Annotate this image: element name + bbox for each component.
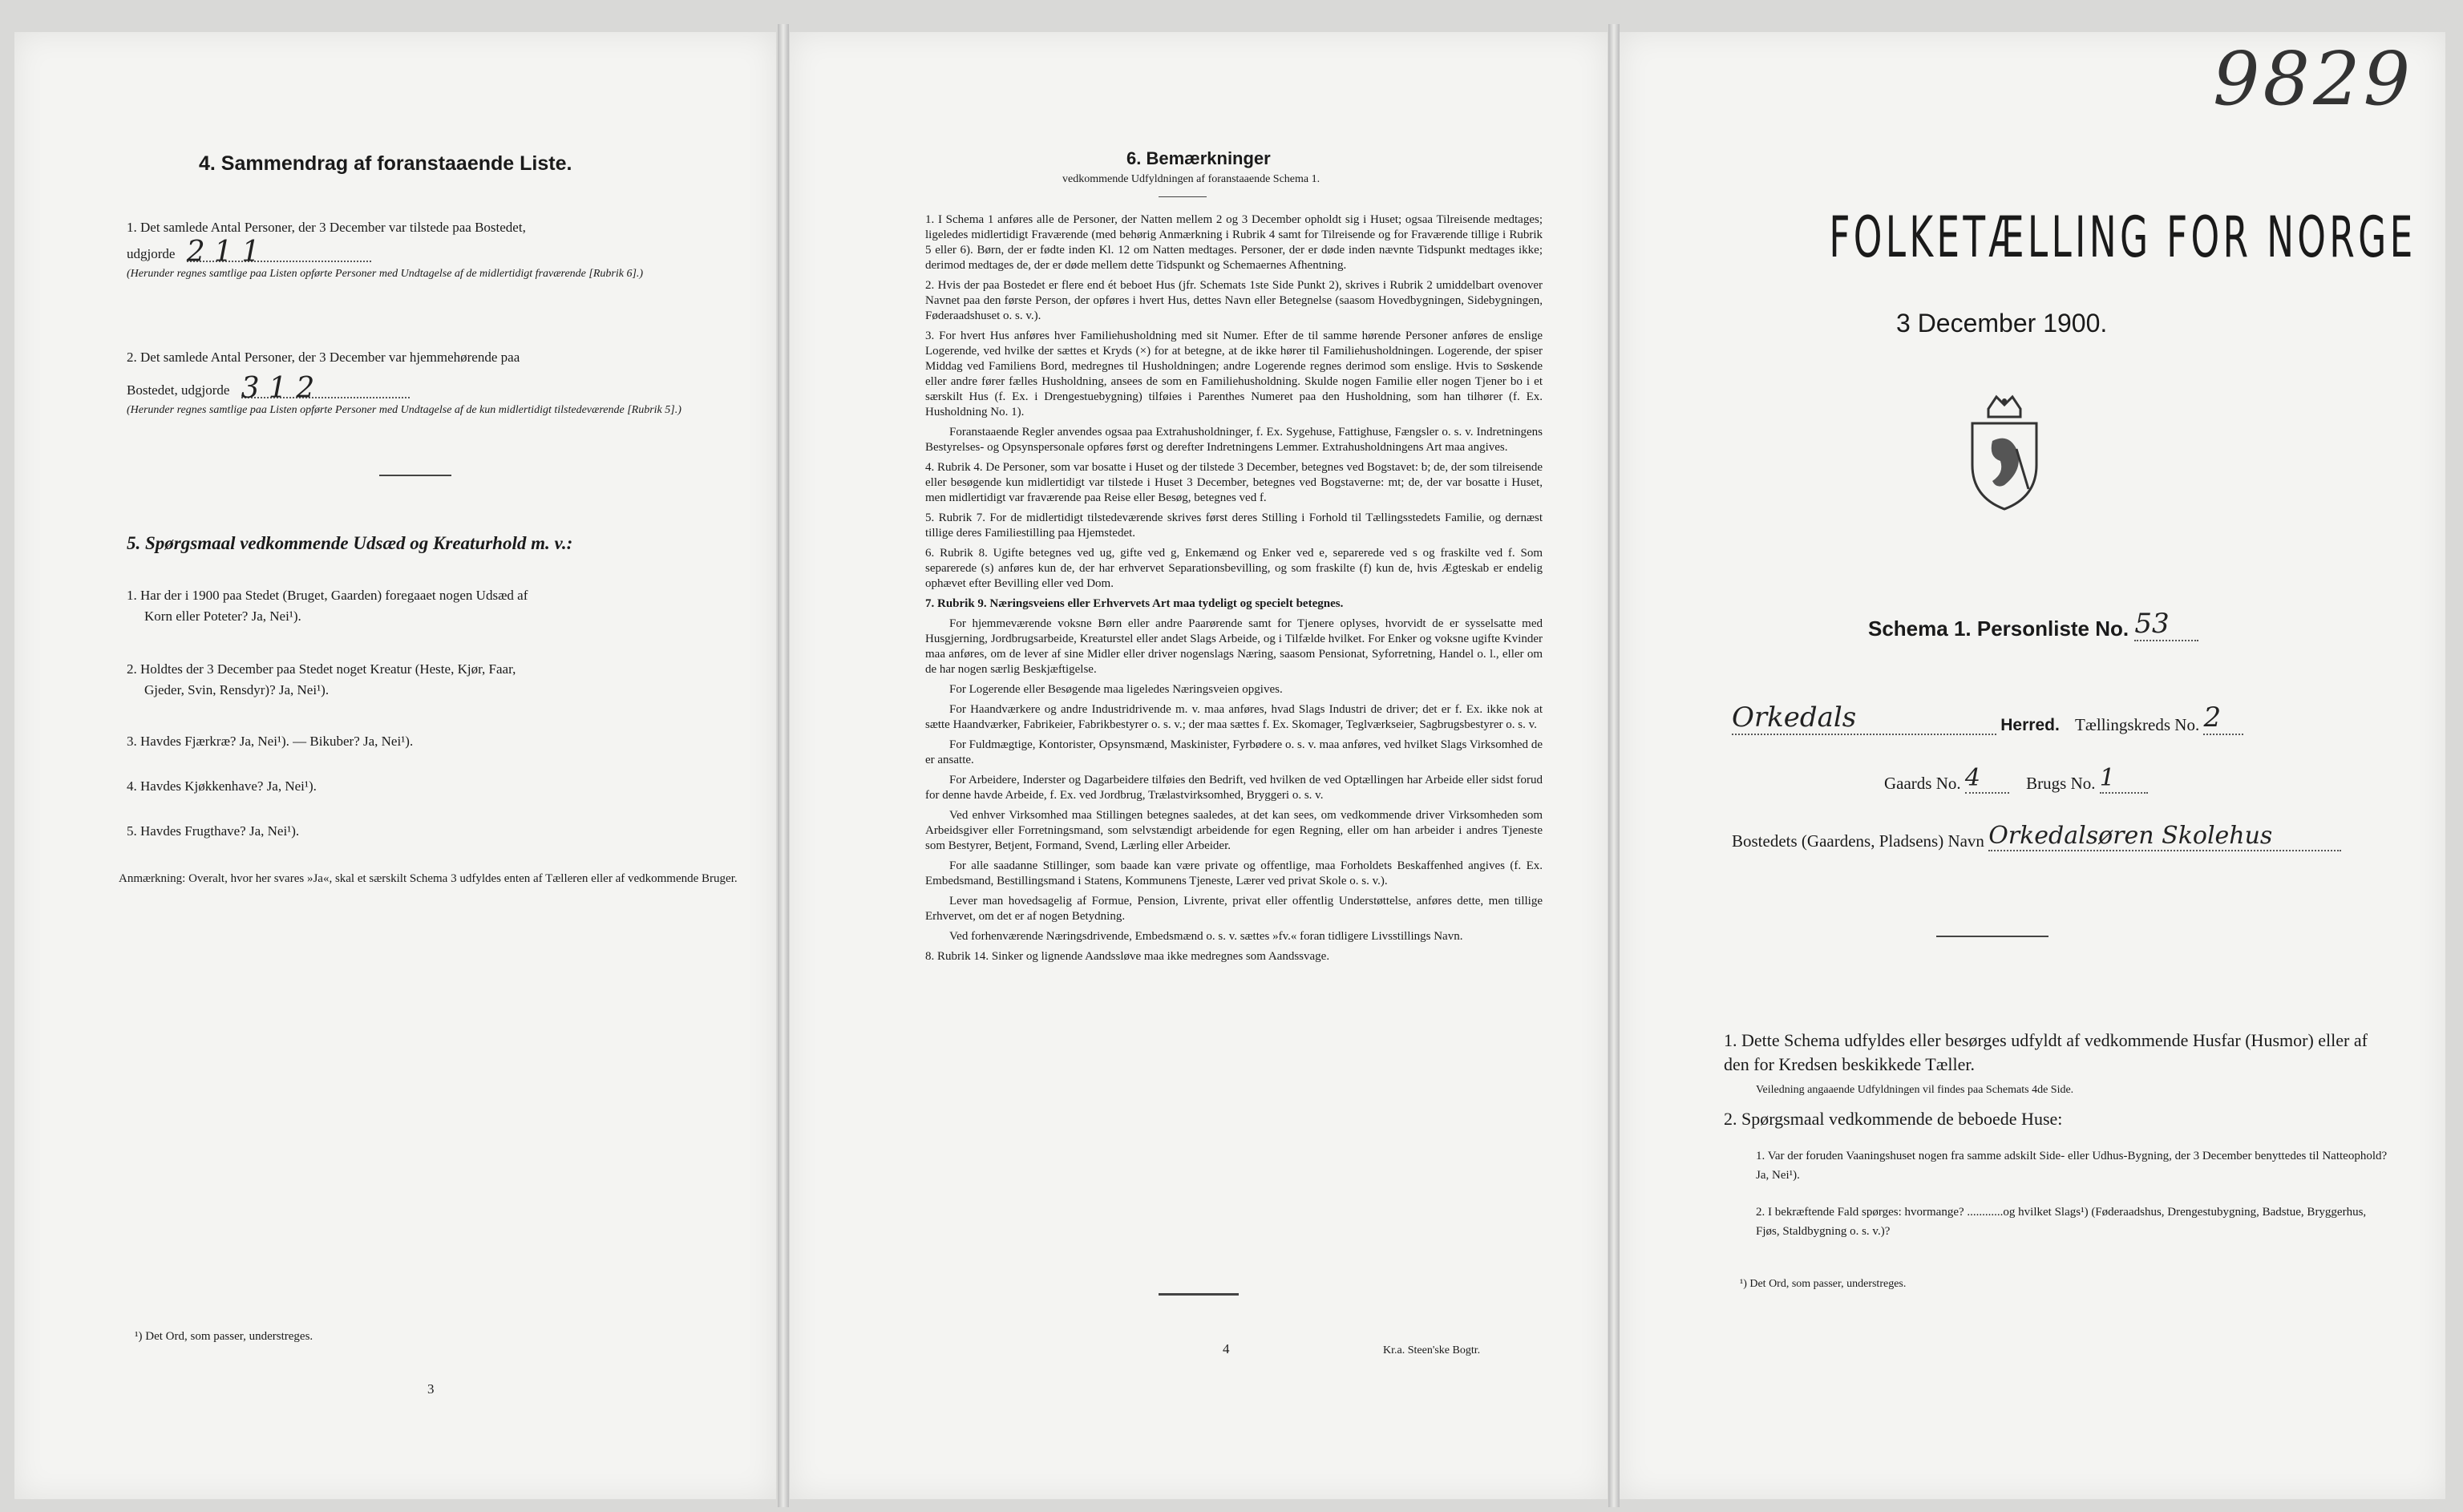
page-number: 3 [427, 1381, 435, 1397]
bosted-label: Bostedets (Gaardens, Pladsens) Navn [1732, 831, 1984, 851]
udgjorde-label: udgjorde [127, 246, 176, 261]
printer-credit: Kr.a. Steen'ske Bogtr. [1383, 1344, 1481, 1356]
question-2-line-2: Gjeder, Svin, Rensdyr)? Ja, Nei¹). [144, 682, 330, 697]
remark-3b: Foranstaaende Regler anvendes ogsaa paa Extrahusholdninger, f. Ex. Sygehuse, Fattighuse, Fængsler o. s. v. Indretningens Bestyrelses- og Opsynspersonale opføres først og derefter Indretningens Lemmer. Extrahusholdningens Art maa angives. [925, 426, 1543, 454]
remark-7i: Ved forhenværende Næringsdrivende, Embedsmænd o. s. v. sættes »fv.« foran tidligere Livsstillings Navn. [949, 930, 1463, 943]
footnote: ¹) Det Ord, som passer, understreges. [1740, 1278, 1907, 1290]
schema-label [1868, 608, 2198, 641]
remark-7d: For Fuldmægtige, Kontorister, Opsynsmænd, Maskinister, Fyrbødere o. s. v. maa anføres, ved hvilket Slags Virksomhed de er ansatte. [925, 738, 1543, 766]
remark-1: 1. I Schema 1 anføres alle de Personer, der Natten mellem 2 og 3 December opholdt sig i Huset; ogsaa Tilreisende medtages; ligeledes midlertidigt Fraværende (med behørig Anmærkning i Rubrik 4 samt for Tilreisende og for Fraværende tillige i Rubrik 5 eller 6). Børn, der er fødte inden Kl. 12 om Natten medtages. Personer, der er døde inden nævnte Tidspunkt medtages ikke; derimod medtages de, der er døde mellem dette Tidspunkt og Schemaernes Afhentning. [925, 213, 1543, 272]
brugs-label: Brugs No. [2026, 774, 2096, 793]
remarks-body [906, 212, 1543, 969]
present-count-value: 2 1 1 [187, 244, 371, 262]
question-2-line-1: 2. Holdtes der 3 December paa Stedet noget Kreatur (Heste, Kjør, Faar, [127, 661, 516, 677]
divider [1159, 1293, 1239, 1296]
remark-4: 4. Rubrik 4. De Personer, som var bosatte i Huset og der tilstede 3 December, betegnes ved Bogstavet: b; de, der som tilreisende eller besøgende kun midlertidigt var tilstede i Huset 3 December, betegnes ved Bogstaverne: mt; de, der var bosatte i Huset, men midlertidigt var fraværende paa Reise eller Besøg, betegnes ved f. [925, 461, 1543, 504]
gaard-row [1884, 764, 2148, 794]
coat-of-arms-icon [1960, 393, 2048, 513]
divider [1159, 196, 1207, 197]
bosted-row [1732, 822, 2429, 851]
remark-7a: For hjemmeværende voksne Børn eller andre Paarørende samt for Tjenere oplyses, hvorvidt de er sysselsatte med Husgjerning, Jordbrugsarbeide, Kreaturstel eller andet Slags Arbeide, og i Tilfælde hvilket. For Enker og voksne ugifte Kvinder maa anføres, om de lever af sine Midler eller driver nogenslags Næring, saasom Pensionat, Syforretning, Handel o. l., eller om de har nogen særlig Beskjæftigelse. [925, 617, 1543, 676]
remark-7e: For Arbeidere, Inderster og Dagarbeidere tilføies den Bedrift, ved hvilken de ved Optællingen har Arbeide eller sidst forud for denne havde Arbeide, f. Ex. ved Jordbrug, Trælastvirksomhed, Bryggeri o. s. v. [925, 774, 1543, 802]
archive-number: 9829 [2213, 36, 2414, 122]
page-number: 4 [1223, 1341, 1230, 1356]
page-fold [778, 24, 789, 1507]
question-5: 5. Havdes Frugthave? Ja, Nei¹). [127, 823, 300, 839]
question-1-line-2: Korn eller Poteter? Ja, Nei¹). [144, 608, 301, 624]
anmerkning-note: Anmærkning: Overalt, hvor her svares »Ja«, skal et særskilt Schema 3 udfyldes enten af Tælleren eller af vedkommende Bruger. [119, 872, 738, 885]
question-1-line-1: 1. Har der i 1900 paa Stedet (Bruget, Gaarden) foregaaet nogen Udsæd af [127, 588, 528, 603]
brugs-value: 1 [2100, 764, 2148, 794]
remark-8: 8. Rubrik 14. Sinker og lignende Aandssløve maa ikke medregnes som Aandssvage. [925, 950, 1330, 963]
kreds-label: Tællingskreds No. [2075, 715, 2200, 734]
bosted-value: Orkedalsøren Skolehus [1988, 822, 2341, 851]
summary-item-2-text: 2. Det samlede Antal Personer, der 3 December var hjemmehørende paa [127, 350, 520, 365]
instruction-2: 2. Spørgsmaal vedkommende de beboede Huse: [1724, 1109, 2063, 1129]
page-1 [1620, 32, 2445, 1499]
kreds-value: 2 [2203, 701, 2243, 735]
herred-value: Orkedals [1732, 701, 1996, 735]
page-4 [790, 32, 1608, 1499]
question-4: 4. Havdes Kjøkkenhave? Ja, Nei¹). [127, 778, 317, 794]
personliste-number: 53 [2134, 608, 2198, 641]
remark-7h: Lever man hovedsagelig af Formue, Pension, Livrente, privat eller offentlig Understøttelse, anføres dette, men tillige Erhvervet, om det er af nogen Betydning. [925, 895, 1543, 923]
footnote: ¹) Det Ord, som passer, understreges. [135, 1330, 313, 1343]
remarks-subtitle: vedkommende Udfyldningen af foranstaaende Schema 1. [1062, 173, 1320, 185]
gaards-label: Gaards No. [1884, 774, 1961, 793]
remark-7b: For Logerende eller Besøgende maa ligeledes Næringsveien opgives. [949, 683, 1283, 696]
remark-7: 7. Rubrik 9. Næringsveiens eller Erhvervets Art maa tydeligt og specielt betegnes. [925, 597, 1344, 610]
remark-7c: For Haandværkere og andre Industridrivende m. v. maa anføres, hvad Slags Industri de driver; det er f. Ex. ikke nok at sætte Haandværker, Fabrikeier, Fabrikbestyrer o. s. v.; der maa sættes f. Ex. Skomager, Teglværkseier, Sagbrugsbestyrer o. s. v. [925, 703, 1543, 731]
question-3: 3. Havdes Fjærkræ? Ja, Nei¹). — Bikuber? Ja, Nei¹). [127, 734, 414, 749]
summary-item-1 [127, 219, 744, 281]
question-2 [127, 659, 744, 701]
divider [379, 475, 451, 476]
instruction-2-question-2: 2. I bekræftende Fald spørges: hvormange? ............og hvilket Slags¹) (Føderaadshus, Drengestubygning, Badstue, Bryggerhus, Fjøs, Staldbygning o. s. v.)? [1756, 1206, 2367, 1238]
herred-label: Herred. [2000, 716, 2060, 734]
remark-7g: For alle saadanne Stillinger, som baade kan være private og offentlige, maa Forholdets Beskaffenhed angives (f. Ex. Embedsmand, Bestillingsmand i Statens, Kommunens Tjeneste, Lærer ved privat Skole o. s. v.). [925, 859, 1543, 887]
summary-item-1-note: (Herunder regnes samtlige paa Listen opførte Personer med Undtagelse af de midlertidigt fraværende [Rubrik 6].) [127, 268, 644, 280]
section-5-title: 5. Spørgsmaal vedkommende Udsæd og Kreaturhold m. v.: [127, 533, 573, 553]
herred-row [1732, 701, 2341, 735]
instruction-2-question-1: 1. Var der foruden Vaaningshuset nogen fra samme adskilt Side- eller Udhus-Bygning, der 3 December benyttedes til Natteophold? Ja, Nei¹). [1756, 1150, 2388, 1182]
summary-item-1-text: 1. Det samlede Antal Personer, der 3 December var tilstede paa Bostedet, [127, 220, 526, 235]
remark-7f: Ved enhver Virksomhed maa Stillingen betegnes saaledes, at det kan sees, om vedkommende driver Virksomheden som Arbeidsgiver eller Forretningsmand, som selvstændigt arbeidende for egen Regning, eller om han arbeider i andres Tjeneste som Bestyrer, Betjent, Formand, Svend, Lærling eller Arbeider. [925, 809, 1543, 852]
divider [1936, 936, 2048, 937]
remarks-title: 6. Bemærkninger [1126, 148, 1271, 168]
page-3 [14, 32, 776, 1499]
gaards-value: 4 [1965, 764, 2009, 794]
bostedet-label: Bostedet, udgjorde [127, 382, 230, 398]
remark-6: 6. Rubrik 8. Ugifte betegnes ved ug, gifte ved g, Enkemænd og Enker ved e, separerede ved s og fraskilte ved f. Som separerede (s) anføres kun de, der har erhvervet Separationsbevilling, og som fraskilte (f) kun de, hvis Ægteskab er endelig ophævet efter Bevilling eller ved Dom. [925, 547, 1543, 590]
section-4-title: 4. Sammendrag af foranstaaende Liste. [199, 152, 572, 175]
summary-item-2 [127, 349, 744, 418]
remark-5: 5. Rubrik 7. For de midlertidigt tilstedeværende skrives først deres Stilling i Forhold til Tællingsstedets Familie, og dernæst tillige deres Familiestilling paa Hjemstedet. [925, 511, 1543, 540]
census-title: FOLKETÆLLING FOR NORGE [1829, 204, 2416, 270]
remark-2: 2. Hvis der paa Bostedet er flere end ét beboet Hus (jfr. Schemats 1ste Side Punkt 2), skrives i Rubrik 2 umiddelbart ovenover Navnet paa den første Person, der opføres i hvert Hus, dettes Navn eller Betegnelse (saasom Hovedbygningen, Sidebygningen, Føderaadshuset o. s. v.). [925, 279, 1543, 322]
resident-count-value: 3 1 2 [241, 380, 410, 398]
page-fold [1608, 24, 1620, 1507]
schema-label-text: Schema 1. Personliste No. [1868, 617, 2129, 641]
remark-3: 3. For hvert Hus anføres hver Familiehusholdning med sit Numer. Efter de til samme hørende Personer anføres de enslige Logerende, ved hvilke der sættes et Kryds (×) for at betegne, at de ikke hører til Familiehusholdningen. Logerende, der spiser Middag ved Familiens Bord, medregnes til Husholdningen; andre Logerende regnes derimod som enslige. Hvis to Søskende eller andre fører fælles Husholdning, ansees de som en Familiehusholdning. Skulde nogen Familie eller nogen Tjener bo i et særskilt Hus (f. Ex. i Drengestuebygning) tilføies i Parenthes Numeret paa den Husholdning, som han tilhører (f. Ex. Husholdning No. 1). [925, 329, 1543, 418]
question-1 [127, 585, 744, 627]
summary-item-2-note: (Herunder regnes samtlige paa Listen opførte Personer med Undtagelse af de kun midlertidigt tilstedeværende [Rubrik 5].) [127, 404, 681, 416]
instruction-1: 1. Dette Schema udfyldes eller besørges udfyldt af vedkommende Husfar (Husmor) eller af den for Kredsen beskikkede Tæller. [1724, 1030, 2368, 1074]
instruction-1-note: Veiledning angaaende Udfyldningen vil findes paa Schemats 4de Side. [1756, 1084, 2074, 1096]
census-date: 3 December 1900. [1896, 309, 2108, 338]
